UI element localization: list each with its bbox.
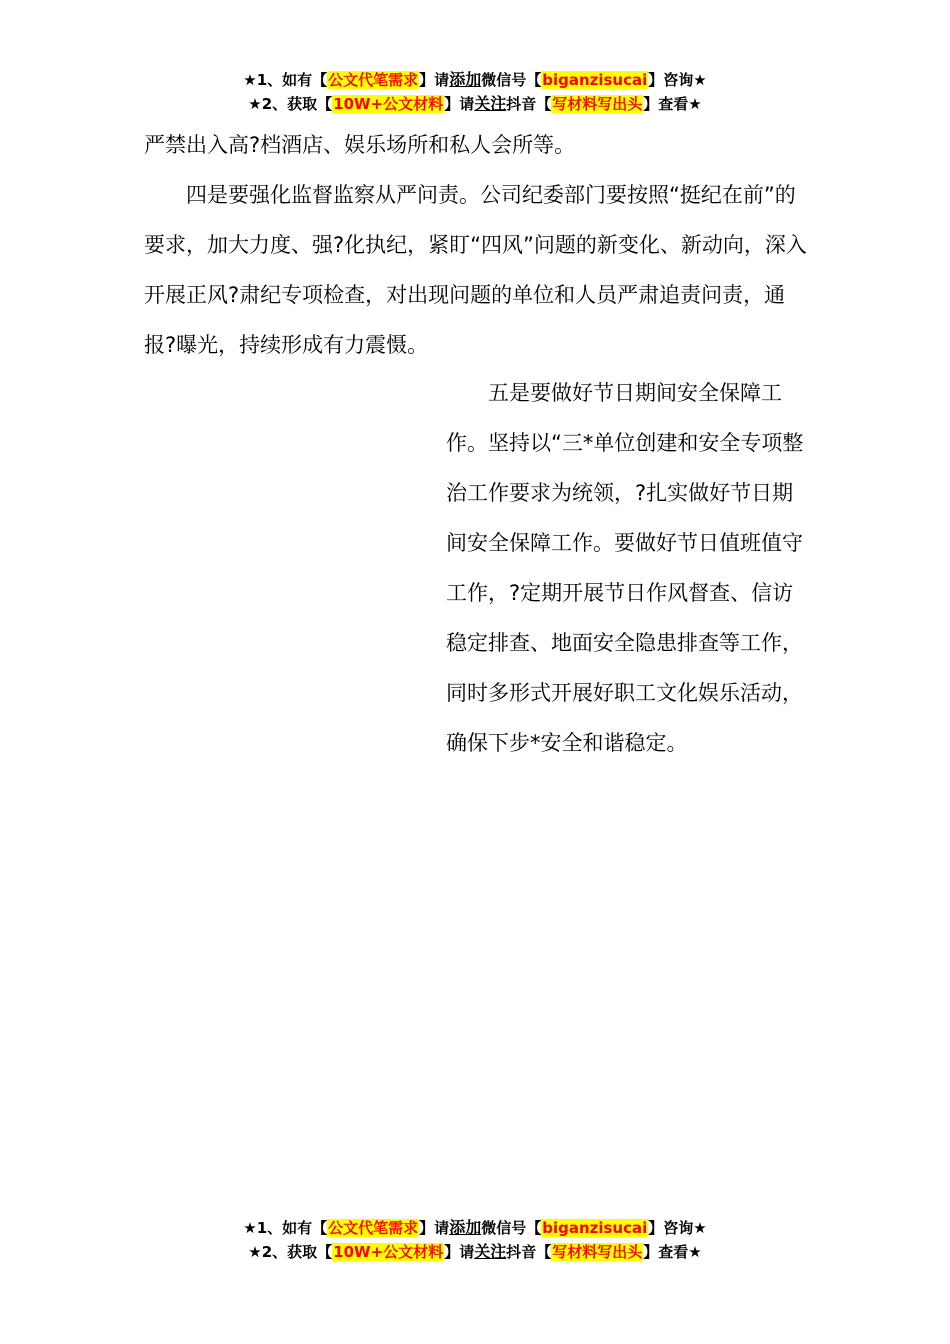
underlined-add: 添加	[449, 1218, 482, 1237]
banner-text: 】请	[419, 1219, 450, 1237]
banner-line-1	[0, 1216, 950, 1240]
highlight-douyin-name: 写材料写出头	[552, 95, 643, 113]
banner-text: 微信号【	[481, 71, 542, 89]
banner-line-1	[0, 68, 950, 92]
paragraph-2: 四是要强化监督监察从严问责。公司纪委部门要按照“挺纪在前”的要求，加大力度、强?化执纪，紧盯“四风”问题的新变化、新动向，深入开展正风?肃纪专项检查，对出现问题的单位和人员严肃追责问责，通报?曝光，持续形成有力震慑。	[144, 183, 807, 357]
underlined-follow: 关注	[474, 94, 507, 113]
banner-text: ★2、获取【	[248, 1243, 333, 1261]
banner-text: 】查看★	[643, 95, 702, 113]
banner-text: ★1、如有【	[243, 1219, 328, 1237]
highlight-materials: 10W+公文材料	[333, 1243, 444, 1261]
document-body	[144, 120, 808, 370]
document-right-column	[446, 368, 808, 768]
highlight-douyin-name: 写材料写出头	[552, 1243, 643, 1261]
banner-line-2	[0, 1240, 950, 1264]
highlight-service: 公文代笔需求	[328, 1219, 419, 1237]
banner-text: ★2、获取【	[248, 95, 333, 113]
paragraph-3: 五是要做好节日期间安全保障工作。坚持以“三*单位创建和安全专项整治工作要求为统领，?扎实做好节日期间安全保障工作。要做好节日值班值守工作，?定期开展节日作风督查、信访稳定排查、地面安全隐患排查等工作，同时多形式开展好职工文化娱乐活动，确保下步*安全和谐稳定。	[446, 381, 804, 755]
footer-banner	[0, 1216, 950, 1264]
banner-text: 】请	[444, 95, 475, 113]
banner-text: 抖音【	[506, 1243, 552, 1261]
paragraph-1: 严禁出入高?档酒店、娱乐场所和私人会所等。	[144, 133, 576, 157]
banner-line-2	[0, 92, 950, 116]
highlight-wechat-id: biganzisucai	[542, 71, 648, 89]
banner-text: 】请	[419, 71, 450, 89]
banner-text: 】咨询★	[648, 1219, 707, 1237]
banner-text: 】咨询★	[648, 71, 707, 89]
banner-text: 抖音【	[506, 95, 552, 113]
underlined-follow: 关注	[474, 1242, 507, 1261]
banner-text: 微信号【	[481, 1219, 542, 1237]
banner-text: 】请	[444, 1243, 475, 1261]
highlight-service: 公文代笔需求	[328, 71, 419, 89]
underlined-add: 添加	[449, 70, 482, 89]
highlight-materials: 10W+公文材料	[333, 95, 444, 113]
highlight-wechat-id: biganzisucai	[542, 1219, 648, 1237]
banner-text: ★1、如有【	[243, 71, 328, 89]
header-banner	[0, 68, 950, 116]
banner-text: 】查看★	[643, 1243, 702, 1261]
